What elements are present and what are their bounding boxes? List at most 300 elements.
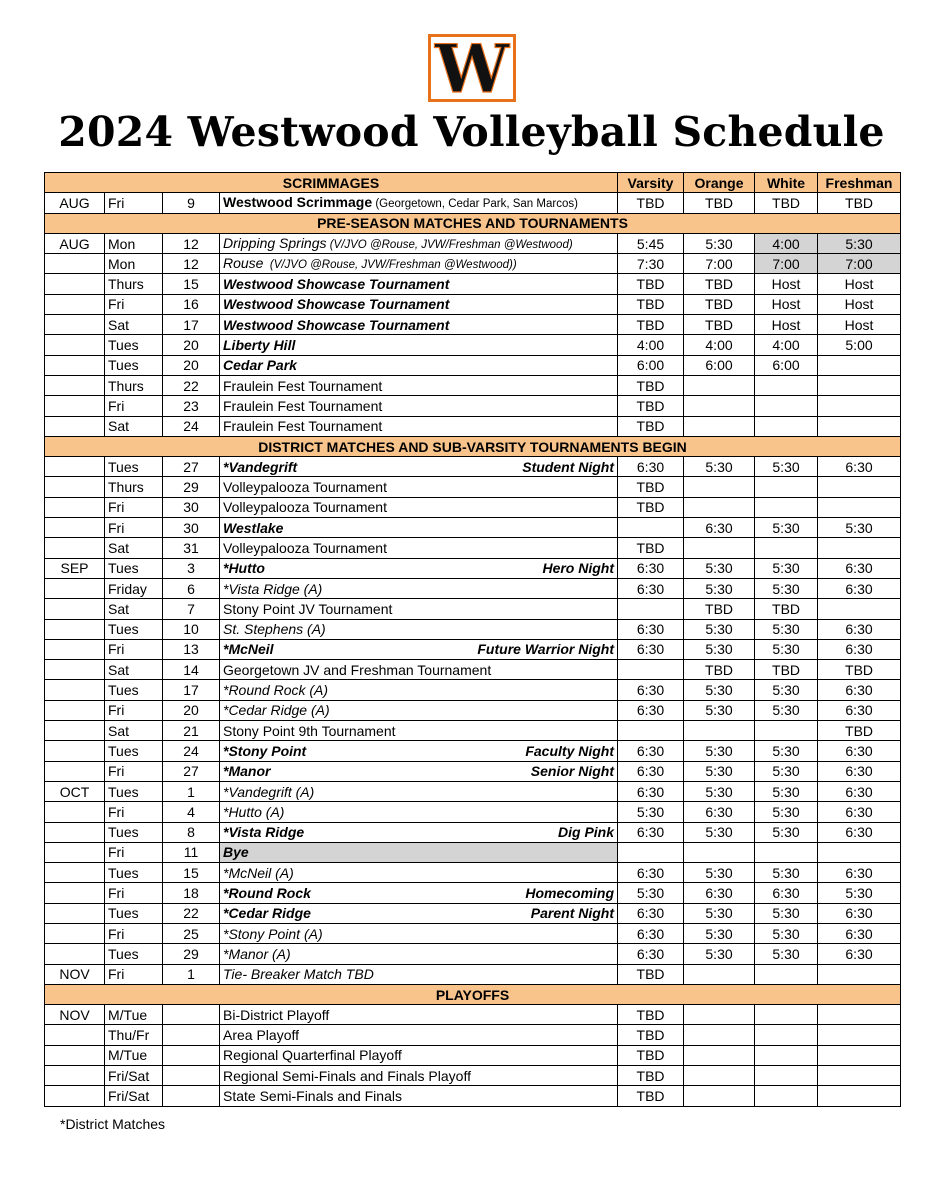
day-cell: Tues xyxy=(105,903,163,923)
table-row xyxy=(45,396,901,416)
event-name: *Stony Point (A) xyxy=(223,925,323,942)
column-header-orange: Orange xyxy=(684,173,755,193)
orange-time-cell: 5:30 xyxy=(684,680,755,700)
date-cell: 17 xyxy=(163,680,220,700)
day-cell: Fri xyxy=(105,842,163,862)
month-cell xyxy=(45,578,105,598)
freshman-time-cell: 6:30 xyxy=(818,903,901,923)
month-cell xyxy=(45,294,105,314)
freshman-time-cell xyxy=(818,842,901,862)
event-cell xyxy=(220,294,618,314)
svg-text:W: W xyxy=(434,34,510,102)
event-name: *Hutto xyxy=(223,560,265,577)
event-theme-night: Dig Pink xyxy=(558,824,615,841)
event-name: *Vandegrift (A) xyxy=(223,783,315,800)
event-cell xyxy=(220,680,618,700)
table-row xyxy=(45,1005,901,1025)
event-name: Volleypalooza Tournament xyxy=(223,499,387,516)
event-name: Rouse xyxy=(223,254,264,271)
white-time-cell xyxy=(755,721,818,741)
white-time-cell: 5:30 xyxy=(755,457,818,477)
month-cell xyxy=(45,1066,105,1086)
table-row xyxy=(45,558,901,578)
table-row xyxy=(45,599,901,619)
event-name: Dripping Springs xyxy=(223,234,327,251)
month-cell xyxy=(45,457,105,477)
event-name: Bi-District Playoff xyxy=(223,1006,330,1023)
date-cell: 21 xyxy=(163,721,220,741)
orange-time-cell: 5:30 xyxy=(684,741,755,761)
freshman-time-cell: TBD xyxy=(818,660,901,680)
table-row xyxy=(45,781,901,801)
w-logo-icon xyxy=(428,34,516,102)
varsity-time-cell: 5:30 xyxy=(618,802,684,822)
date-cell: 20 xyxy=(163,355,220,375)
varsity-time-cell: 6:30 xyxy=(618,578,684,598)
orange-time-cell: 5:30 xyxy=(684,903,755,923)
table-row xyxy=(45,335,901,355)
event-cell xyxy=(220,781,618,801)
month-cell xyxy=(45,903,105,923)
table-row xyxy=(45,1025,901,1045)
event-name: *Hutto (A) xyxy=(223,803,285,820)
month-cell xyxy=(45,802,105,822)
freshman-time-cell: 6:30 xyxy=(818,680,901,700)
month-cell xyxy=(45,639,105,659)
freshman-time-cell: 6:30 xyxy=(818,761,901,781)
date-cell: 30 xyxy=(163,518,220,538)
event-name: *Manor (A) xyxy=(223,945,291,962)
date-cell: 1 xyxy=(163,781,220,801)
day-cell: Fri xyxy=(105,964,163,984)
date-cell: 20 xyxy=(163,700,220,720)
month-cell xyxy=(45,416,105,436)
event-name: *Round Rock xyxy=(223,885,311,902)
month-cell xyxy=(45,315,105,335)
schedule-table xyxy=(44,172,901,1107)
event-cell xyxy=(220,660,618,680)
event-name: *Vista Ridge (A) xyxy=(223,580,323,597)
varsity-time-cell: TBD xyxy=(618,193,684,213)
table-row xyxy=(45,700,901,720)
event-cell xyxy=(220,923,618,943)
freshman-time-cell: 6:30 xyxy=(818,639,901,659)
month-cell xyxy=(45,700,105,720)
day-cell: Fri xyxy=(105,700,163,720)
event-name: *Stony Point xyxy=(223,742,307,759)
table-row xyxy=(45,680,901,700)
section-header-row xyxy=(45,436,901,456)
freshman-time-cell: 6:30 xyxy=(818,558,901,578)
white-time-cell xyxy=(755,964,818,984)
day-cell: Fri xyxy=(105,294,163,314)
orange-time-cell xyxy=(684,477,755,497)
event-name: *Cedar Ridge (A) xyxy=(223,702,330,719)
date-cell: 24 xyxy=(163,416,220,436)
date-cell xyxy=(163,1025,220,1045)
table-row xyxy=(45,944,901,964)
event-cell xyxy=(220,578,618,598)
freshman-time-cell xyxy=(818,1045,901,1065)
event-theme-night: Future Warrior Night xyxy=(477,641,615,658)
event-name: Fraulein Fest Tournament xyxy=(223,377,383,394)
orange-time-cell: 5:30 xyxy=(684,781,755,801)
day-cell: Tues xyxy=(105,781,163,801)
month-cell: OCT xyxy=(45,781,105,801)
varsity-time-cell: 4:00 xyxy=(618,335,684,355)
white-time-cell: 5:30 xyxy=(755,903,818,923)
event-name: Westwood Showcase Tournament xyxy=(223,316,450,333)
white-time-cell: 5:30 xyxy=(755,741,818,761)
event-cell xyxy=(220,416,618,436)
event-cell xyxy=(220,639,618,659)
column-header-freshman: Freshman xyxy=(818,173,901,193)
event-cell xyxy=(220,802,618,822)
freshman-time-cell: 6:30 xyxy=(818,802,901,822)
freshman-time-cell xyxy=(818,375,901,395)
varsity-time-cell xyxy=(618,660,684,680)
freshman-time-cell: 6:30 xyxy=(818,923,901,943)
table-row xyxy=(45,518,901,538)
month-cell: AUG xyxy=(45,193,105,213)
event-cell xyxy=(220,375,618,395)
event-cell xyxy=(220,599,618,619)
table-row xyxy=(45,1045,901,1065)
month-cell xyxy=(45,680,105,700)
day-cell: Tues xyxy=(105,335,163,355)
date-cell: 3 xyxy=(163,558,220,578)
varsity-time-cell: 6:30 xyxy=(618,680,684,700)
varsity-time-cell: TBD xyxy=(618,1005,684,1025)
white-time-cell: Host xyxy=(755,315,818,335)
table-row xyxy=(45,1066,901,1086)
orange-time-cell: 5:30 xyxy=(684,822,755,842)
day-cell: Fri xyxy=(105,518,163,538)
varsity-time-cell: 6:30 xyxy=(618,923,684,943)
orange-time-cell xyxy=(684,721,755,741)
footnote: *District Matches xyxy=(60,1116,166,1132)
table-row xyxy=(45,619,901,639)
white-time-cell: 5:30 xyxy=(755,558,818,578)
month-cell xyxy=(45,923,105,943)
varsity-time-cell: TBD xyxy=(618,538,684,558)
white-time-cell: 5:30 xyxy=(755,923,818,943)
table-row xyxy=(45,1086,901,1106)
orange-time-cell: 5:30 xyxy=(684,233,755,253)
event-detail: (V/JVO @Rouse, JVW/Freshman @Westwood)) xyxy=(263,258,517,271)
varsity-time-cell: 6:30 xyxy=(618,781,684,801)
day-cell: Tues xyxy=(105,863,163,883)
day-cell: Fri/Sat xyxy=(105,1086,163,1106)
table-row xyxy=(45,883,901,903)
day-cell: Tues xyxy=(105,355,163,375)
event-cell xyxy=(220,254,618,274)
event-name: Fraulein Fest Tournament xyxy=(223,418,383,435)
varsity-time-cell: TBD xyxy=(618,1066,684,1086)
section-title: DISTRICT MATCHES AND SUB-VARSITY TOURNAMENTS BEGIN xyxy=(45,436,901,456)
date-cell xyxy=(163,1086,220,1106)
orange-time-cell: 5:30 xyxy=(684,923,755,943)
month-cell xyxy=(45,477,105,497)
white-time-cell: 6:00 xyxy=(755,355,818,375)
white-time-cell xyxy=(755,1045,818,1065)
date-cell: 9 xyxy=(163,193,220,213)
event-theme-night: Faculty Night xyxy=(525,742,615,759)
orange-time-cell: TBD xyxy=(684,315,755,335)
event-name: *McNeil xyxy=(223,641,274,658)
orange-time-cell: 5:30 xyxy=(684,578,755,598)
varsity-time-cell: 5:30 xyxy=(618,883,684,903)
event-name: *McNeil (A) xyxy=(223,864,294,881)
event-cell xyxy=(220,721,618,741)
event-cell xyxy=(220,518,618,538)
varsity-time-cell: 5:45 xyxy=(618,233,684,253)
event-cell xyxy=(220,233,618,253)
orange-time-cell: 6:30 xyxy=(684,518,755,538)
orange-time-cell: 5:30 xyxy=(684,619,755,639)
date-cell: 22 xyxy=(163,903,220,923)
varsity-time-cell: 6:30 xyxy=(618,558,684,578)
orange-time-cell xyxy=(684,1005,755,1025)
event-cell xyxy=(220,477,618,497)
page-title: 2024 Westwood Volleyball Schedule xyxy=(58,108,885,156)
day-cell: Fri xyxy=(105,639,163,659)
varsity-time-cell: 6:30 xyxy=(618,619,684,639)
date-cell: 25 xyxy=(163,923,220,943)
section-header-row xyxy=(45,173,901,193)
date-cell: 30 xyxy=(163,497,220,517)
event-name: *Manor xyxy=(223,763,271,780)
white-time-cell xyxy=(755,477,818,497)
freshman-time-cell: 5:00 xyxy=(818,335,901,355)
date-cell: 11 xyxy=(163,842,220,862)
white-time-cell: 4:00 xyxy=(755,335,818,355)
date-cell: 17 xyxy=(163,315,220,335)
month-cell: SEP xyxy=(45,558,105,578)
table-row xyxy=(45,578,901,598)
white-time-cell xyxy=(755,416,818,436)
freshman-time-cell: 6:30 xyxy=(818,741,901,761)
white-time-cell: Host xyxy=(755,274,818,294)
date-cell: 27 xyxy=(163,761,220,781)
day-cell: Friday xyxy=(105,578,163,598)
orange-time-cell xyxy=(684,1086,755,1106)
varsity-time-cell: TBD xyxy=(618,477,684,497)
varsity-time-cell: 6:00 xyxy=(618,355,684,375)
table-row xyxy=(45,375,901,395)
freshman-time-cell: 6:30 xyxy=(818,944,901,964)
event-cell xyxy=(220,1066,618,1086)
month-cell xyxy=(45,355,105,375)
month-cell xyxy=(45,842,105,862)
freshman-time-cell: 7:00 xyxy=(818,254,901,274)
event-name: Tie- Breaker Match TBD xyxy=(223,966,374,983)
day-cell: Sat xyxy=(105,315,163,335)
day-cell: Fri xyxy=(105,193,163,213)
day-cell: Fri xyxy=(105,883,163,903)
month-cell xyxy=(45,883,105,903)
varsity-time-cell: TBD xyxy=(618,315,684,335)
orange-time-cell: TBD xyxy=(684,294,755,314)
table-row xyxy=(45,274,901,294)
table-row xyxy=(45,477,901,497)
date-cell xyxy=(163,1005,220,1025)
westwood-w-logo xyxy=(428,34,516,102)
date-cell: 20 xyxy=(163,335,220,355)
white-time-cell xyxy=(755,538,818,558)
event-theme-night: Student Night xyxy=(522,458,615,475)
table-row xyxy=(45,660,901,680)
month-cell xyxy=(45,1086,105,1106)
white-time-cell: 5:30 xyxy=(755,944,818,964)
orange-time-cell: 6:00 xyxy=(684,355,755,375)
date-cell: 6 xyxy=(163,578,220,598)
white-time-cell: 4:00 xyxy=(755,233,818,253)
date-cell: 23 xyxy=(163,396,220,416)
day-cell: Sat xyxy=(105,599,163,619)
event-cell xyxy=(220,883,618,903)
orange-time-cell: 6:30 xyxy=(684,883,755,903)
orange-time-cell xyxy=(684,842,755,862)
day-cell: M/Tue xyxy=(105,1045,163,1065)
freshman-time-cell: TBD xyxy=(818,721,901,741)
varsity-time-cell xyxy=(618,842,684,862)
month-cell xyxy=(45,944,105,964)
date-cell: 12 xyxy=(163,254,220,274)
white-time-cell: 5:30 xyxy=(755,863,818,883)
event-cell xyxy=(220,619,618,639)
freshman-time-cell: 6:30 xyxy=(818,457,901,477)
event-name: Westwood Showcase Tournament xyxy=(223,296,450,313)
event-name: Westwood Showcase Tournament xyxy=(223,276,450,293)
day-cell: Thurs xyxy=(105,477,163,497)
freshman-time-cell: TBD xyxy=(818,193,901,213)
event-name: State Semi-Finals and Finals xyxy=(223,1088,402,1104)
freshman-time-cell xyxy=(818,396,901,416)
day-cell: Tues xyxy=(105,680,163,700)
white-time-cell: 5:30 xyxy=(755,680,818,700)
orange-time-cell xyxy=(684,538,755,558)
event-cell xyxy=(220,274,618,294)
freshman-time-cell xyxy=(818,538,901,558)
column-header-varsity: Varsity xyxy=(618,173,684,193)
section-title: SCRIMMAGES xyxy=(45,173,618,193)
month-cell: AUG xyxy=(45,233,105,253)
varsity-time-cell: 6:30 xyxy=(618,944,684,964)
orange-time-cell xyxy=(684,1045,755,1065)
orange-time-cell: TBD xyxy=(684,274,755,294)
table-row xyxy=(45,538,901,558)
day-cell: Fri xyxy=(105,802,163,822)
white-time-cell: 5:30 xyxy=(755,802,818,822)
freshman-time-cell: 6:30 xyxy=(818,822,901,842)
white-time-cell xyxy=(755,497,818,517)
event-cell xyxy=(220,1045,618,1065)
varsity-time-cell: TBD xyxy=(618,375,684,395)
table-row xyxy=(45,497,901,517)
month-cell xyxy=(45,660,105,680)
table-row xyxy=(45,457,901,477)
day-cell: Fri xyxy=(105,923,163,943)
day-cell: Sat xyxy=(105,416,163,436)
white-time-cell: 7:00 xyxy=(755,254,818,274)
white-time-cell: TBD xyxy=(755,599,818,619)
table-row xyxy=(45,355,901,375)
orange-time-cell: 5:30 xyxy=(684,558,755,578)
event-cell xyxy=(220,863,618,883)
date-cell xyxy=(163,1066,220,1086)
event-cell xyxy=(220,1025,618,1045)
orange-time-cell: TBD xyxy=(684,599,755,619)
orange-time-cell xyxy=(684,964,755,984)
event-name: *Cedar Ridge xyxy=(223,905,311,922)
event-cell xyxy=(220,335,618,355)
day-cell: Tues xyxy=(105,558,163,578)
date-cell: 16 xyxy=(163,294,220,314)
event-name: Fraulein Fest Tournament xyxy=(223,397,383,414)
white-time-cell xyxy=(755,375,818,395)
month-cell xyxy=(45,538,105,558)
day-cell: Mon xyxy=(105,233,163,253)
varsity-time-cell: TBD xyxy=(618,274,684,294)
freshman-time-cell: Host xyxy=(818,315,901,335)
event-cell xyxy=(220,741,618,761)
orange-time-cell: 5:30 xyxy=(684,761,755,781)
event-name: *Round Rock (A) xyxy=(223,682,329,699)
table-row xyxy=(45,233,901,253)
table-row xyxy=(45,741,901,761)
table-row xyxy=(45,802,901,822)
white-time-cell: Host xyxy=(755,294,818,314)
white-time-cell xyxy=(755,842,818,862)
date-cell: 13 xyxy=(163,639,220,659)
event-cell xyxy=(220,964,618,984)
section-header-row xyxy=(45,213,901,233)
table-row xyxy=(45,923,901,943)
event-cell xyxy=(220,315,618,335)
event-name: St. Stephens (A) xyxy=(223,621,326,638)
freshman-time-cell: Host xyxy=(818,274,901,294)
white-time-cell: 5:30 xyxy=(755,619,818,639)
table-row xyxy=(45,761,901,781)
event-cell xyxy=(220,1005,618,1025)
event-name: Georgetown JV and Freshman Tournament xyxy=(223,661,492,678)
event-theme-night: Parent Night xyxy=(530,905,615,922)
event-cell xyxy=(220,700,618,720)
freshman-time-cell xyxy=(818,355,901,375)
varsity-time-cell: 6:30 xyxy=(618,639,684,659)
event-name: Stony Point JV Tournament xyxy=(223,600,393,617)
freshman-time-cell: 6:30 xyxy=(818,863,901,883)
month-cell xyxy=(45,1025,105,1045)
day-cell: Tues xyxy=(105,457,163,477)
varsity-time-cell: TBD xyxy=(618,1045,684,1065)
white-time-cell: 5:30 xyxy=(755,761,818,781)
event-cell xyxy=(220,842,618,862)
freshman-time-cell: 6:30 xyxy=(818,619,901,639)
month-cell xyxy=(45,518,105,538)
freshman-time-cell xyxy=(818,1005,901,1025)
varsity-time-cell: 6:30 xyxy=(618,822,684,842)
orange-time-cell: 6:30 xyxy=(684,802,755,822)
date-cell: 12 xyxy=(163,233,220,253)
event-name: Volleypalooza Tournament xyxy=(223,479,387,496)
event-name: *Vandegrift xyxy=(223,458,298,475)
date-cell: 22 xyxy=(163,375,220,395)
day-cell: Sat xyxy=(105,660,163,680)
event-cell xyxy=(220,1086,618,1106)
day-cell: Fri xyxy=(105,761,163,781)
